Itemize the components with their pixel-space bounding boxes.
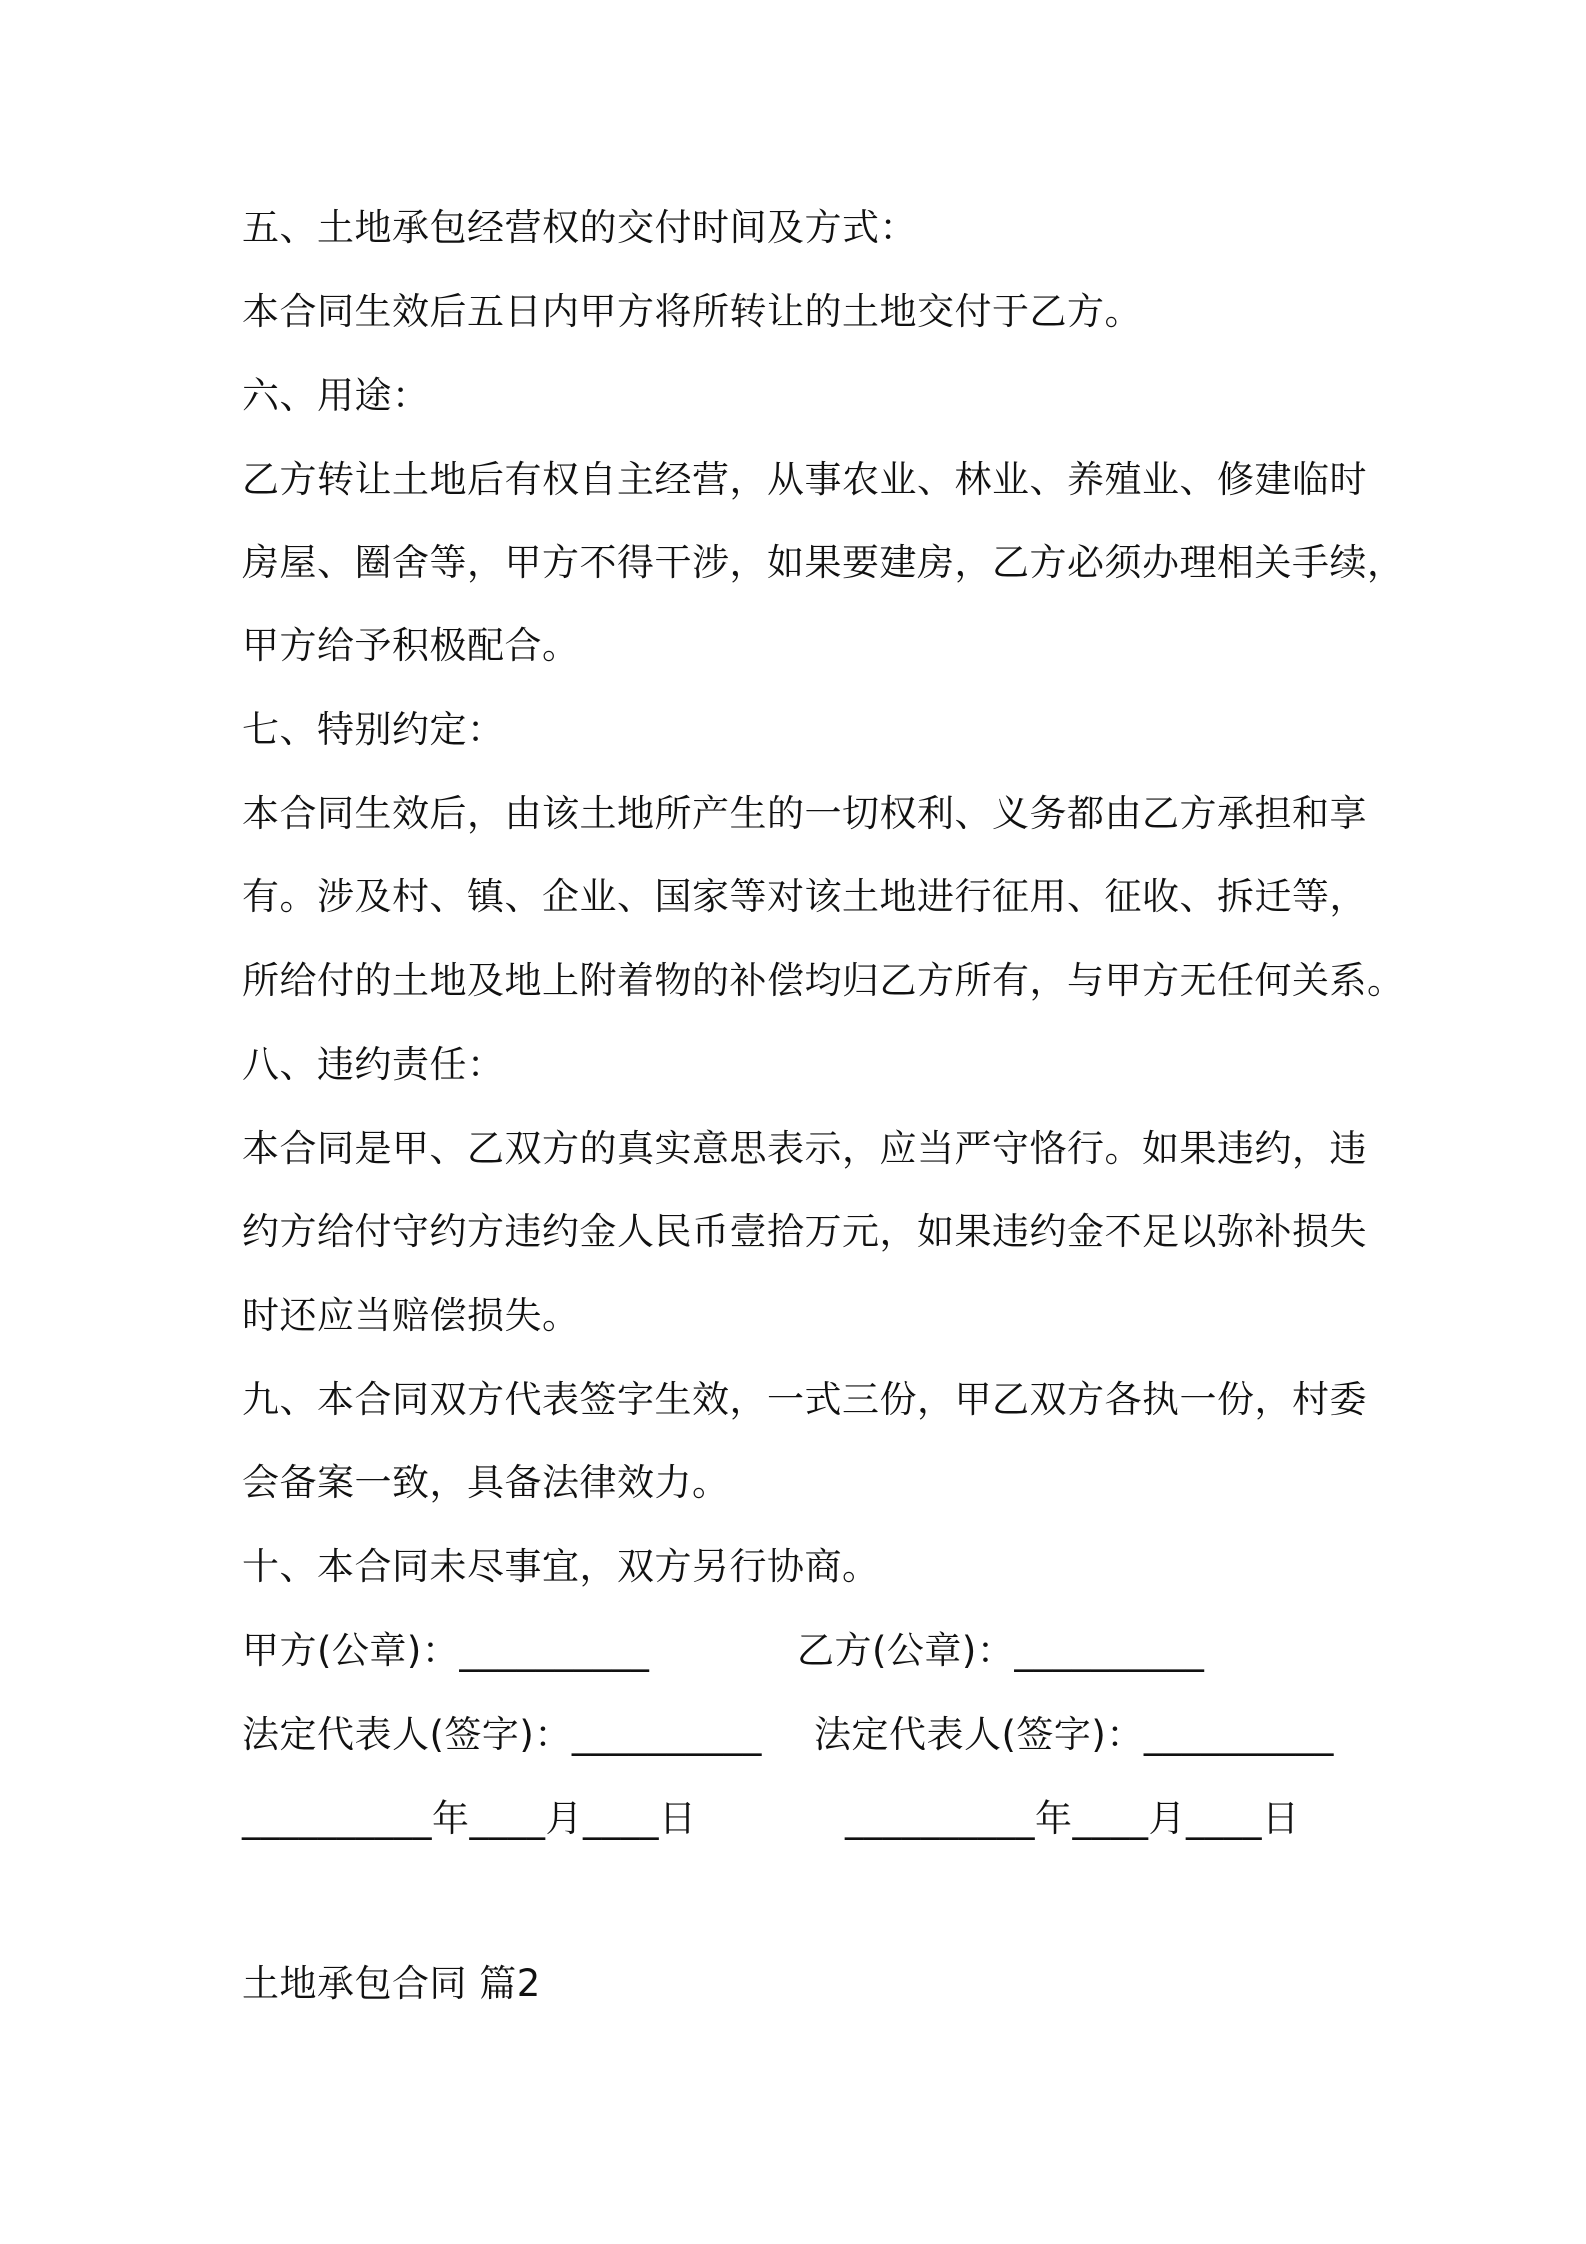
party-b-date-line: __________年____月____日 <box>845 1797 1300 1840</box>
section-8-body-line-2: 约方给付守约方违约金人民币壹拾万元，如果违约金不足以弥补损失 <box>242 1210 1367 1253</box>
party-a-seal-line: 甲方(公章)：__________ <box>242 1629 650 1672</box>
section-5-heading: 五、土地承包经营权的交付时间及方式： <box>242 206 917 249</box>
section-9-line-1: 九、本合同双方代表签字生效，一式三份，甲乙双方各执一份，村委 <box>242 1378 1367 1421</box>
section-7-heading: 七、特别约定： <box>242 708 505 751</box>
party-b-seal-line: 乙方(公章)：__________ <box>797 1629 1205 1672</box>
section-6-body-line-1: 乙方转让土地后有权自主经营，从事农业、林业、养殖业、修建临时 <box>242 458 1367 501</box>
section-6-heading: 六、用途： <box>242 374 430 417</box>
section-7-body-line-3: 所给付的土地及地上附着物的补偿均归乙方所有，与甲方无任何关系。 <box>242 959 1405 1002</box>
section-5-body: 本合同生效后五日内甲方将所转让的土地交付于乙方。 <box>242 290 1142 333</box>
section-8-body-line-1: 本合同是甲、乙双方的真实意思表示，应当严守恪行。如果违约，违 <box>242 1127 1367 1170</box>
section-6-body-line-3: 甲方给予积极配合。 <box>242 624 580 667</box>
party-a-representative-line: 法定代表人(签字)：__________ <box>242 1713 762 1756</box>
section-9-line-2: 会备案一致，具备法律效力。 <box>242 1461 730 1504</box>
party-b-representative-line: 法定代表人(签字)：__________ <box>814 1713 1334 1756</box>
section-10: 十、本合同未尽事宜，双方另行协商。 <box>242 1545 880 1588</box>
section-7-body-line-1: 本合同生效后，由该土地所产生的一切权利、义务都由乙方承担和享 <box>242 792 1367 835</box>
next-section-title: 土地承包合同 篇2 <box>242 1962 541 2005</box>
section-6-body-line-2: 房屋、圈舍等，甲方不得干涉，如果要建房，乙方必须办理相关手续， <box>242 541 1405 584</box>
section-8-heading: 八、违约责任： <box>242 1043 505 1086</box>
section-8-body-line-3: 时还应当赔偿损失。 <box>242 1294 580 1337</box>
party-a-date-line: __________年____月____日 <box>242 1797 697 1840</box>
section-7-body-line-2: 有。涉及村、镇、企业、国家等对该土地进行征用、征收、拆迁等， <box>242 875 1367 918</box>
